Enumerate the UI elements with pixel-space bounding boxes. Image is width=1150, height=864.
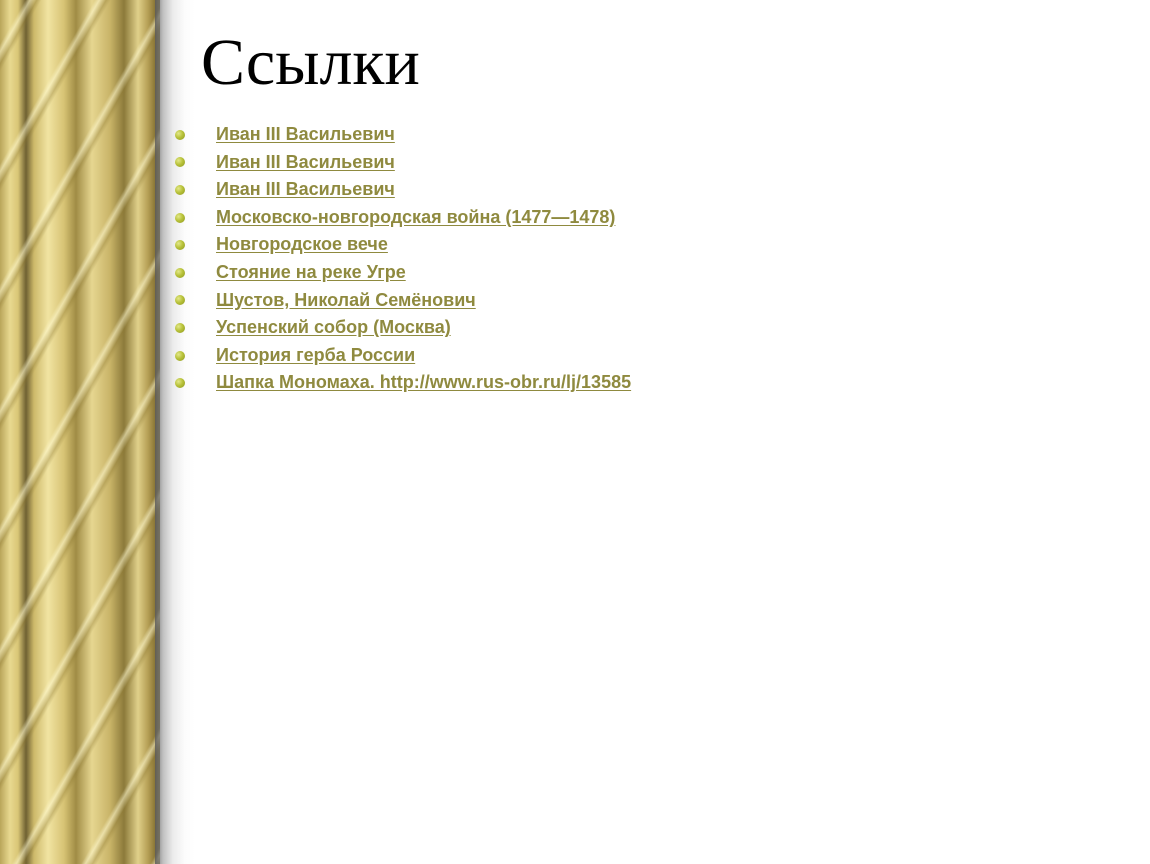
bullet-icon (175, 378, 185, 388)
list-item (174, 314, 631, 342)
bullet-icon (175, 351, 185, 361)
link-monomakh-cap[interactable]: Шапка Мономаха. http://www.rus-obr.ru/lj/13585 (216, 372, 632, 393)
list-item (174, 342, 631, 370)
link-uspensky-cathedral[interactable]: Успенский собор (Москва) (216, 317, 451, 338)
list-item (174, 149, 631, 177)
decorative-gold-border (0, 0, 160, 864)
bullet-icon (175, 323, 185, 333)
bullet-icon (175, 157, 185, 167)
bullet-icon (175, 185, 185, 195)
list-item (174, 176, 631, 204)
bullet-icon (175, 295, 185, 305)
slide-title: Ссылки (201, 26, 420, 99)
list-item (174, 287, 631, 315)
link-ivan-iii-2[interactable]: Иван III Васильевич (216, 151, 395, 172)
link-ugra-standoff[interactable]: Стояние на реке Угре (216, 261, 406, 282)
list-item (174, 369, 631, 397)
link-shustov[interactable]: Шустов, Николай Семёнович (216, 289, 476, 310)
link-coat-of-arms-history[interactable]: История герба России (216, 344, 416, 365)
list-item (174, 204, 631, 232)
bullet-icon (175, 213, 185, 223)
bullet-icon (175, 130, 185, 140)
link-ivan-iii-3[interactable]: Иван III Васильевич (216, 179, 395, 200)
link-moscow-novgorod-war[interactable]: Московско-новгородская война (1477—1478) (216, 206, 616, 227)
links-list (174, 121, 631, 397)
list-item (174, 259, 631, 287)
list-item (174, 121, 631, 149)
bullet-icon (175, 268, 185, 278)
bullet-icon (175, 240, 185, 250)
list-item (174, 231, 631, 259)
link-novgorod-veche[interactable]: Новгородское вече (216, 234, 388, 255)
link-ivan-iii-1[interactable]: Иван III Васильевич (216, 124, 395, 144)
